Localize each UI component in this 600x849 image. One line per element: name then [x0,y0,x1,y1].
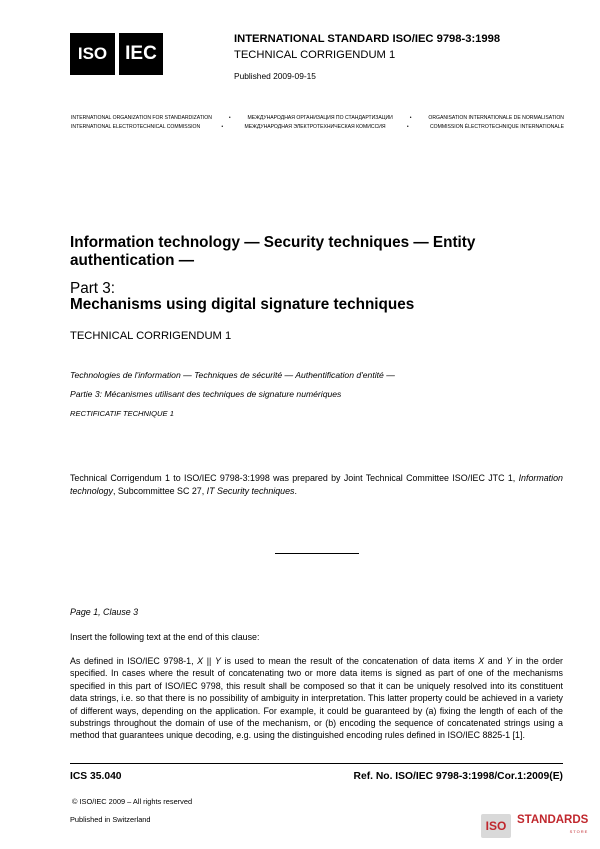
french-title: Technologies de l'information — Techniques de sécurité — Authentification d'entité — [70,370,395,380]
bullet: • [406,124,409,130]
org-iso-fr: ORGANISATION INTERNATIONALE DE NORMALISATION [428,115,564,121]
var-x: X [478,656,485,666]
part-title: Mechanisms using digital signature techniques [70,296,415,313]
iso-logo: ISO [70,33,115,75]
corrigendum-label: TECHNICAL CORRIGENDUM 1 [70,330,232,342]
sc-label: IT Security techniques [206,485,295,496]
prep-text-2: , Subcommittee SC 27, [112,485,207,496]
bullet: • [228,115,231,121]
org-iso-en: INTERNATIONAL ORGANIZATION FOR STANDARDIZATION [71,115,212,121]
var-y: Y [214,656,221,666]
amend-text-2: is used to mean the result of the concatenation of data items [220,656,479,666]
amend-text-1: As defined in ISO/IEC 9798-1, [70,656,198,666]
prep-text-1: Technical Corrigendum 1 to ISO/IEC 9798-3:1998 was prepared by Joint Technical Committee ISO/IEC JTC 1, [70,473,519,483]
standard-title: INTERNATIONAL STANDARD ISO/IEC 9798-3:1998 [234,33,501,45]
var-x: X [197,656,204,666]
iso-iec-logo [70,33,163,75]
french-part: Partie 3: Mécanismes utilisant des techniques de signature numériques [70,389,342,399]
amend-text-4: in the order specified. In cases where the result of concatenating two or more data items is signed as part of one of the mechanisms specified in this part of ISO/IEC 9798, this result shall be composed so that it can be uniquely resolved into its constituent data strings, i.e. so that there is no possibility of ambiguity in interpretation. This latter property could be achieved in a variety of different ways, depending on the application. For example, it could be guaranteed by (a) fixing the length of each of the substrings throughout the domain of use of the mechanism, or (b) encoding the sequence of concatenated strings using a method that guarantees unique decoding, e.g. using the distinguished encoding rules defined in ISO/IEC 8825-1 [1]. [70,656,563,741]
separator-line [275,553,359,554]
insert-instruction: Insert the following text at the end of this clause: [70,632,260,642]
concat-operator: || [203,656,215,666]
store-title: STANDARDS [517,814,589,826]
prep-text-3: . [294,485,297,496]
it-label: Information technology [70,473,563,496]
standard-subtitle: TECHNICAL CORRIGENDUM 1 [234,49,396,61]
org-iec-fr: COMMISSION ÉLECTROTECHNIQUE INTERNATIONALE [429,124,564,130]
part-label: Part 3: [70,280,116,297]
published-date: Published 2009-09-15 [234,71,316,81]
amendment-paragraph [70,655,563,742]
footer-rule [70,763,563,764]
var-y: Y [506,656,513,666]
store-label [517,815,588,837]
reference-number: Ref. No. ISO/IEC 9798-3:1998/Cor.1:2009(E) [353,771,563,782]
org-iso-ru: МЕЖДУНАРОДНАЯ ОРГАНИЗАЦИЯ ПО СТАНДАРТИЗАЦИИ [247,115,393,121]
amend-text-3: and [484,656,507,666]
bullet: • [409,115,412,121]
store-iso-icon: ISO [481,814,511,838]
ics-code: ICS 35.040 [70,771,122,782]
french-corrigendum: RECTIFICATIF TECHNIQUE 1 [70,409,174,418]
org-iec-en: INTERNATIONAL ELECTROTECHNICAL COMMISSION [71,124,201,130]
copyright: © ISO/IEC 2009 – All rights reserved [72,797,193,806]
iso-standards-store-logo [481,812,593,840]
store-subtitle: STORE [569,829,589,834]
published-in: Published in Switzerland [70,815,151,824]
organizations-row-1 [71,115,564,121]
document-title: Information technology — Security techniques — Entity authentication — [70,234,476,269]
bullet: • [221,124,224,130]
organizations-row-2 [71,124,564,130]
clause-reference: Page 1, Clause 3 [70,607,139,617]
preparation-paragraph [70,472,563,497]
iec-logo: IEC [119,33,163,75]
org-iec-ru: МЕЖДУНАРОДНАЯ ЭЛЕКТРОТЕХНИЧЕСКАЯ КОМИССИЯ [244,124,386,130]
